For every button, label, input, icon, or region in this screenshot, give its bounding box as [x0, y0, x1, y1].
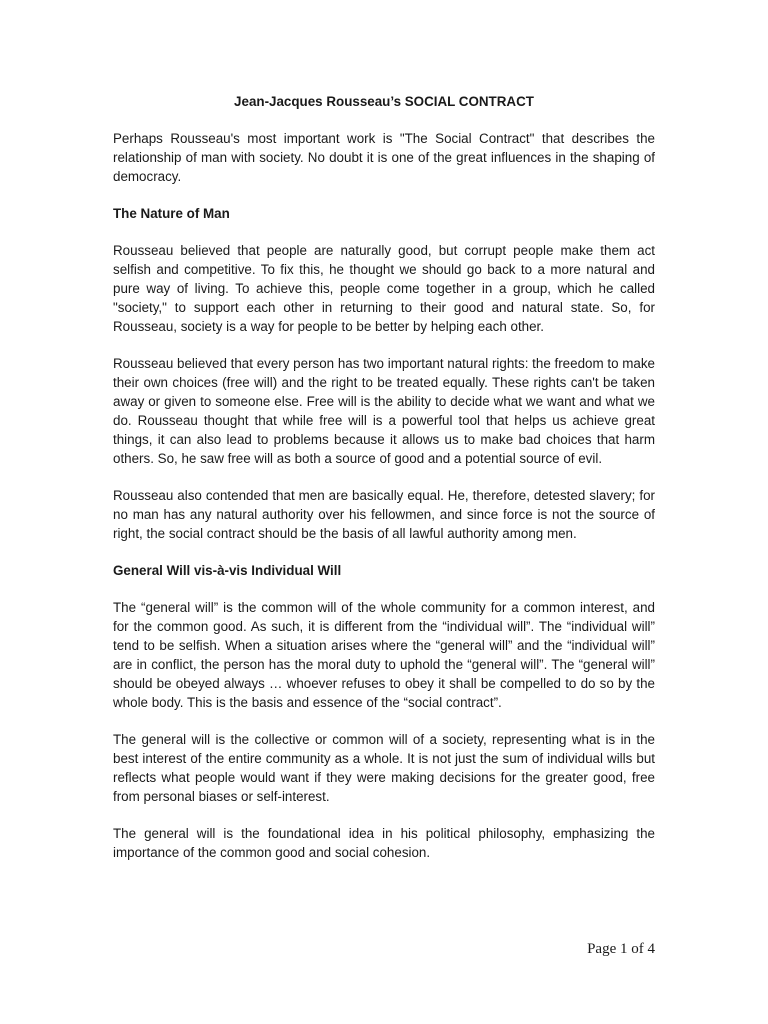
- section-heading-nature-of-man: The Nature of Man: [113, 206, 230, 221]
- intro-paragraph: Perhaps Rousseau's most important work is "The Social Contract" that describes the relationship of man with society. No doubt it is one of the great influences in the shaping of democracy.: [113, 131, 655, 184]
- paragraph: The “general will” is the common will of the whole community for a common interest, and for the common good. As such, it is different from the “individual will”. The “individual will” tend to be selfish. When a situation arises where the “general will” and the “individual will” are in conflict, the person has the moral duty to uphold the “general will”. The “general will” should be obeyed always … whoever refuses to obey it shall be compelled to do so by the whole body. This is the basis and essence of the “social contract”.: [113, 600, 655, 710]
- section-heading-general-will: General Will vis-à-vis Individual Will: [113, 563, 342, 578]
- paragraph: The general will is the collective or common will of a society, representing what is in the best interest of the entire community as a whole. It is not just the sum of individual wills but reflects what people would want if they were making decisions for the greater good, free from personal biases or self-interest.: [113, 732, 655, 804]
- paragraph: Rousseau believed that people are naturally good, but corrupt people make them act selfish and competitive. To fix this, he thought we should go back to a more natural and pure way of living. To achieve this, people come together in a group, which he called "society," to support each other in returning to their good and natural state. So, for Rousseau, society is a way for people to be better by helping each other.: [113, 243, 655, 334]
- paragraph: Rousseau believed that every person has two important natural rights: the freedom to make their own choices (free will) and the right to be treated equally. These rights can't be taken away or given to someone else. Free will is the ability to decide what we want and what we do. Rousseau thought that while free will is a powerful tool that helps us achieve great things, it can also lead to problems because it allows us to make bad choices that harm others. So, he saw free will as both a source of good and a potential source of evil.: [113, 356, 655, 466]
- document-page: [113, 92, 655, 880]
- page-number: Page 1 of 4: [587, 941, 655, 957]
- paragraph: The general will is the foundational idea in his political philosophy, emphasizing the importance of the common good and social cohesion.: [113, 826, 655, 860]
- paragraph: Rousseau also contended that men are basically equal. He, therefore, detested slavery; for no man has any natural authority over his fellowmen, and since force is not the source of right, the social contract should be the basis of all lawful authority among men.: [113, 488, 655, 541]
- document-title: Jean-Jacques Rousseau’s SOCIAL CONTRACT: [234, 94, 534, 109]
